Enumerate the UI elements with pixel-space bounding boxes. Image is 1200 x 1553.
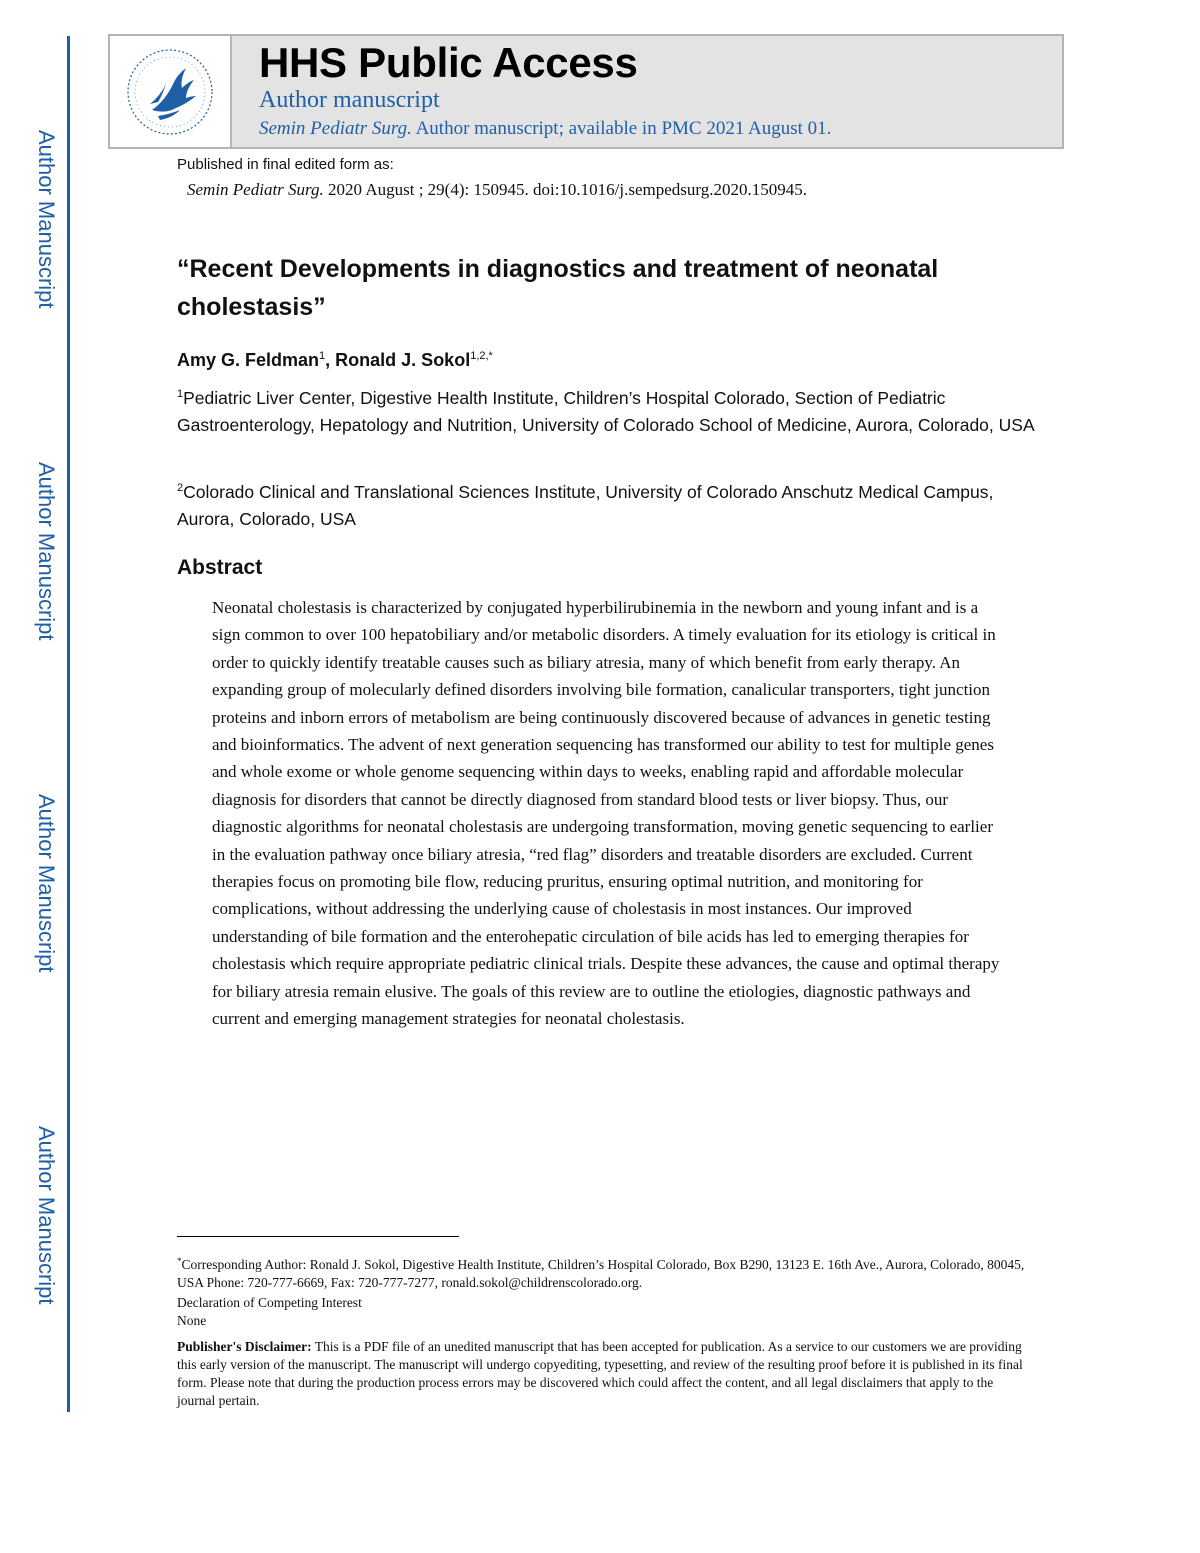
hhs-subtitle: Author manuscript <box>259 87 440 113</box>
hhs-citation-journal: Semin Pediatr Surg. <box>259 118 412 139</box>
side-label: Author Manuscript <box>34 130 59 309</box>
corresponding-author-footnote <box>177 1252 1027 1292</box>
disclaimer-label: Publisher's Disclaimer: <box>177 1339 312 1354</box>
citation <box>187 180 807 200</box>
author-name: Amy G. Feldman <box>177 350 320 370</box>
citation-details: 2020 August ; 29(4): 150945. doi:10.1016/j.sempedsurg.2020.150945. <box>323 180 808 199</box>
author-separator: , <box>325 350 336 370</box>
publisher-disclaimer <box>177 1338 1027 1410</box>
declaration-value: None <box>177 1313 207 1328</box>
corresponding-author-text: Corresponding Author: Ronald J. Sokol, Digestive Health Institute, Children’s Hospital Colorado, Box B290, 13123 E. 16th Ave., Aurora, Colorado, 80045, USA Phone: 720-777-6669, Fax: 720-777-7277, ronald.sokol@childrenscolorado.org. <box>177 1257 1025 1290</box>
hhs-title: HHS Public Access <box>259 39 638 86</box>
declaration-label: Declaration of Competing Interest <box>177 1295 362 1310</box>
paper-title: “Recent Developments in diagnostics and treatment of neonatal cholestasis” <box>177 255 939 321</box>
side-bar <box>67 36 70 1412</box>
hhs-citation-rest: Author manuscript; available in PMC 2021 August 01. <box>411 118 832 139</box>
abstract-heading: Abstract <box>177 556 263 579</box>
hhs-eagle-icon <box>122 44 218 140</box>
affiliation-mark: 1 <box>177 388 184 400</box>
affiliation-text: Colorado Clinical and Translational Sciences Institute, University of Colorado Anschutz Medical Campus, Aurora, Colorado, USA <box>177 482 994 529</box>
citation-journal: Semin Pediatr Surg. <box>187 180 324 199</box>
header-main <box>232 36 1062 147</box>
affiliation <box>177 475 1037 533</box>
side-label: Author Manuscript <box>34 462 59 641</box>
footnote-mark: * <box>177 1256 182 1266</box>
author-name: Ronald J. Sokol <box>335 350 471 370</box>
hhs-citation <box>259 118 831 140</box>
hhs-header <box>108 34 1064 149</box>
hhs-logo <box>110 36 232 147</box>
affiliation <box>177 381 1037 439</box>
author-affiliation-mark: 1 <box>319 350 326 362</box>
author-list <box>177 350 493 371</box>
side-label: Author Manuscript <box>34 1126 59 1305</box>
side-label: Author Manuscript <box>34 794 59 973</box>
published-label: Published in final edited form as: <box>177 156 394 173</box>
author-affiliation-mark: 1,2,* <box>470 350 493 362</box>
footnote-divider <box>177 1236 459 1237</box>
affiliation-mark: 2 <box>177 482 184 494</box>
affiliation-text: Pediatric Liver Center, Digestive Health Institute, Children’s Hospital Colorado, Section of Pediatric Gastroenterology, Hepatology and Nutrition, University of Colorado School of Medicine, Aurora, Colorado, USA <box>177 388 1035 435</box>
abstract-text: Neonatal cholestasis is characterized by conjugated hyperbilirubinemia in the newborn and young infant and is a sign common to over 100 hepatobiliary and/or metabolic disorders. A timely evaluation for its etiology is critical in order to quickly identify treatable causes such as biliary atresia, many of which benefit from early therapy. An expanding group of molecularly defined disorders involving bile formation, canalicular transporters, tight junction proteins and inborn errors of metabolism are being continuously discovered because of advances in genetic testing and bioinformatics. The advent of next generation sequencing has transformed our ability to test for multiple genes and whole exome or whole genome sequencing within days to weeks, enabling rapid and affordable molecular diagnosis for disorders that cannot be directly diagnosed from standard blood tests or liver biopsy. Thus, our diagnostic algorithms for neonatal cholestasis are undergoing transformation, moving genetic sequencing to earlier in the evaluation pathway once biliary atresia, “red flag” disorders and treatable disorders are excluded. Current therapies focus on promoting bile flow, reducing pruritus, ensuring optimal nutrition, and monitoring for complications, without addressing the underlying cause of cholestasis in most instances. Our improved understanding of bile formation and the enterohepatic circulation of bile acids has led to emerging therapies for cholestasis which require appropriate pediatric clinical trials. Despite these advances, the cause and optimal therapy for biliary atresia remain elusive. The goals of this review are to outline the etiologies, diagnostic pathways and current and emerging management strategies for neonatal cholestasis. <box>212 598 1000 1029</box>
disclaimer-text: This is a PDF file of an unedited manuscript that has been accepted for publication. As a service to our customers we are providing this early version of the manuscript. The manuscript will undergo copyediting, typesetting, and review of the resulting proof before it is published in its final form. Please note that during the production process errors may be discovered which could affect the content, and all legal disclaimers that apply to the journal pertain. <box>177 1339 1023 1408</box>
